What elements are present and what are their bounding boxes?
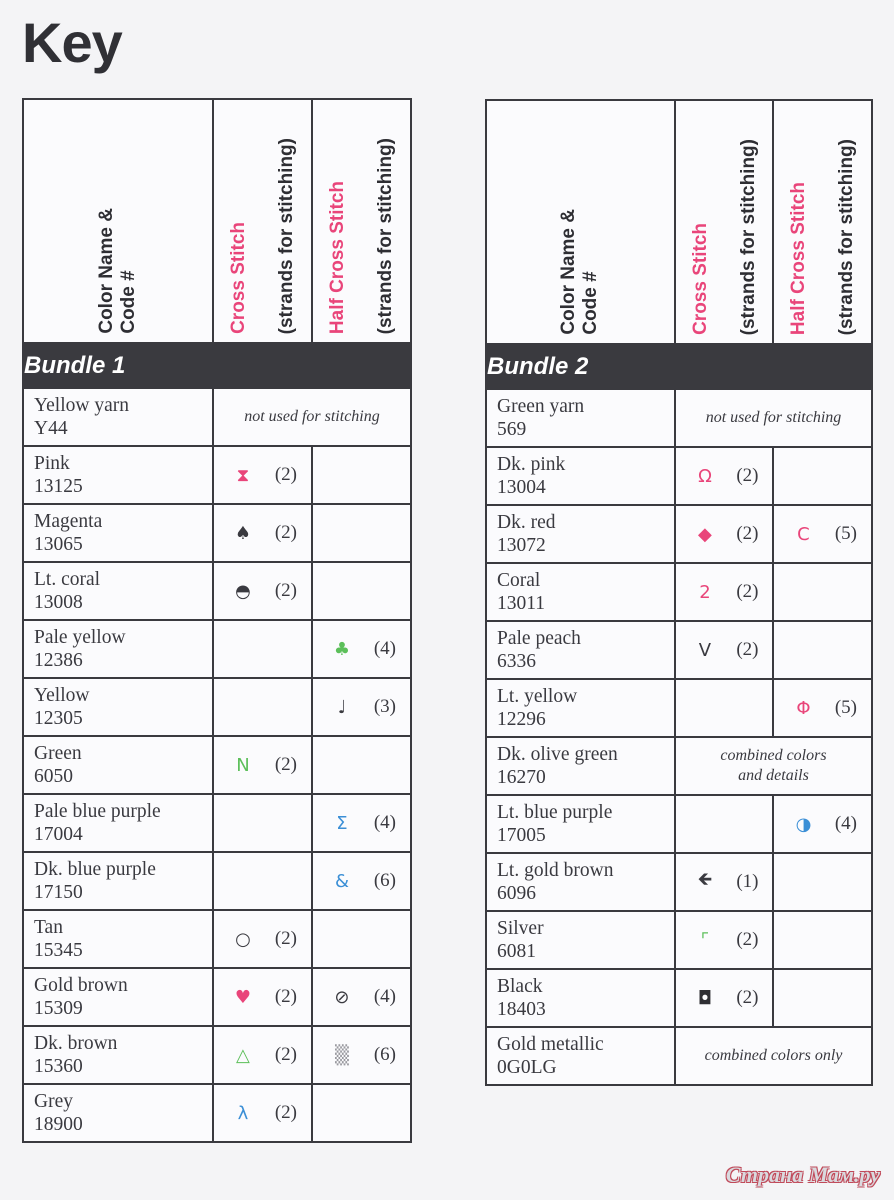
half-stitch-cell [312, 1084, 411, 1142]
color-name: Pale yellow [34, 627, 126, 648]
header-strands-cell [362, 99, 411, 343]
half-stitch-cell [773, 853, 872, 911]
color-name-cell [486, 795, 675, 853]
header-half-cross-stitch-cell [773, 100, 823, 344]
header-row [23, 99, 411, 343]
color-name-cell [23, 794, 213, 852]
stitch-note: combined colors only [675, 1027, 872, 1085]
color-name-cell [486, 853, 675, 911]
header-strands: (strands for stitching) [737, 138, 759, 335]
strand-count: (2) [274, 580, 297, 601]
header-half-cross-stitch: Half Cross Stitch [788, 181, 810, 335]
color-code: 15309 [34, 998, 83, 1019]
color-code: 12296 [497, 709, 546, 730]
color-code: 13004 [497, 477, 546, 498]
strand-count: (5) [834, 523, 857, 544]
heart-icon: ♥ [234, 986, 252, 1008]
color-code: 15360 [34, 1056, 83, 1077]
header-cross-stitch-cell [675, 100, 725, 344]
color-name: Pink [34, 453, 70, 474]
color-code: 18403 [497, 999, 546, 1020]
strand-count: (3) [373, 696, 396, 717]
letter-c-icon: C [797, 523, 810, 545]
header-strands: (strands for stitching) [836, 138, 858, 335]
half-stitch-cell [312, 678, 411, 736]
cross-stitch-cell [675, 563, 774, 621]
stitch-note: combined colors and details [675, 737, 872, 795]
header-half-cross-stitch: Half Cross Stitch [326, 180, 348, 334]
half-stitch-cell [773, 563, 872, 621]
half-stitch-cell [312, 504, 411, 562]
cross-stitch-cell [213, 968, 312, 1026]
color-name: Black [497, 976, 543, 997]
strand-count: (2) [274, 522, 297, 543]
color-name: Gold metallic [497, 1034, 604, 1055]
strand-count: (2) [736, 929, 759, 950]
strand-count: (6) [373, 1044, 396, 1065]
circle-icon: ○ [235, 928, 251, 950]
color-name: Lt. blue purple [497, 802, 613, 823]
color-code: 13008 [34, 592, 83, 613]
header-cross-stitch-cell [213, 99, 264, 343]
triangle-icon: △ [236, 1044, 250, 1066]
table-row [23, 678, 411, 736]
bundle-title: Bundle 1 [23, 343, 411, 388]
color-code: 16270 [497, 767, 546, 788]
table-row [23, 1084, 411, 1142]
cross-stitch-cell [213, 504, 312, 562]
cross-stitch-cell [213, 1084, 312, 1142]
half-stitch-cell [773, 911, 872, 969]
half-stitch-cell [773, 505, 872, 563]
color-code: 15345 [34, 940, 83, 961]
color-code: 17005 [497, 825, 546, 846]
cross-stitch-cell [213, 446, 312, 504]
color-name: Tan [34, 917, 63, 938]
strand-count: (2) [274, 1044, 297, 1065]
ampersand-icon: & [334, 870, 349, 892]
color-code: 17150 [34, 882, 83, 903]
color-name-cell [23, 504, 213, 562]
strand-count: (2) [274, 928, 297, 949]
strand-count: (2) [736, 465, 759, 486]
table-row [23, 736, 411, 794]
color-name: Dk. olive green [497, 744, 618, 765]
number-two-icon: 2 [699, 581, 711, 603]
page-title: Key [22, 11, 122, 74]
color-name-cell [23, 910, 213, 968]
color-code: 6050 [34, 766, 73, 787]
half-stitch-cell [312, 736, 411, 794]
watermark-logo: Страна Мам.ру [725, 1162, 880, 1187]
half-stitch-cell [312, 968, 411, 1026]
color-name: Green yarn [497, 396, 585, 417]
table-row [486, 447, 872, 505]
header-strands-cell [725, 100, 773, 344]
color-name: Yellow yarn [34, 395, 129, 416]
half-stitch-cell [312, 1026, 411, 1084]
table-row [23, 446, 411, 504]
bundle-title: Bundle 2 [486, 344, 872, 389]
table-row [486, 505, 872, 563]
strand-count: (1) [736, 871, 759, 892]
table-row [23, 562, 411, 620]
header-strands: (strands for stitching) [276, 137, 298, 334]
cross-stitch-cell [675, 679, 774, 737]
color-code: 12305 [34, 708, 83, 729]
cross-stitch-cell [213, 1026, 312, 1084]
quarter-note-icon: ♩ [337, 696, 347, 718]
color-code: Y44 [34, 418, 68, 439]
color-name-cell [486, 911, 675, 969]
color-name: Grey [34, 1091, 73, 1112]
strand-count: (6) [373, 870, 396, 891]
cross-stitch-cell [213, 794, 312, 852]
color-code: 13011 [497, 593, 546, 614]
color-name-cell [486, 447, 675, 505]
half-circle-icon: ◑ [795, 813, 812, 835]
table-row [486, 911, 872, 969]
color-name: Gold brown [34, 975, 128, 996]
half-stitch-cell [773, 679, 872, 737]
cross-stitch-cell [213, 678, 312, 736]
half-stitch-cell [773, 447, 872, 505]
color-name: Pale blue purple [34, 801, 161, 822]
table-row [23, 968, 411, 1026]
strand-count: (2) [736, 581, 759, 602]
header-half-cross-stitch-cell [312, 99, 363, 343]
color-name-cell [486, 563, 675, 621]
bundle-2-key-table [485, 99, 873, 1086]
half-stitch-cell [773, 795, 872, 853]
color-name: Green [34, 743, 82, 764]
strand-count: (2) [274, 464, 297, 485]
bundle-1-key-table [22, 98, 412, 1143]
color-name-cell [486, 679, 675, 737]
table-row [23, 504, 411, 562]
paperclip-icon: ⊘ [334, 986, 350, 1008]
color-name: Dk. red [497, 512, 556, 533]
color-name-cell [486, 389, 675, 447]
arrow-left-icon: 🡸 [697, 869, 713, 890]
header-strands-cell [824, 100, 872, 344]
cross-stitch-cell [213, 736, 312, 794]
header-color-name-cell [486, 100, 675, 344]
color-code: 13072 [497, 535, 546, 556]
half-stitch-cell [312, 446, 411, 504]
square-hole-icon: ◘ [697, 987, 713, 1009]
strand-count: (2) [274, 986, 297, 1007]
table-row [486, 969, 872, 1027]
cross-stitch-cell [675, 447, 774, 505]
color-name-cell [23, 852, 213, 910]
color-name: Dk. blue purple [34, 859, 156, 880]
table-row [486, 679, 872, 737]
header-cross-stitch: Cross Stitch [689, 223, 711, 335]
color-code: 13065 [34, 534, 83, 555]
cross-stitch-cell [675, 853, 774, 911]
strand-count: (2) [274, 754, 297, 775]
color-name-cell [486, 969, 675, 1027]
strand-count: (2) [736, 523, 759, 544]
strand-count: (4) [373, 986, 396, 1007]
strand-count: (2) [274, 1102, 297, 1123]
letter-n-icon: N [236, 754, 250, 776]
cross-stitch-cell [675, 505, 774, 563]
header-color-name: Color Name & Code # [95, 208, 139, 334]
header-row [486, 100, 872, 344]
omega-icon: Ω [698, 465, 712, 487]
diamond-icon: ◆ [698, 523, 712, 545]
color-name: Coral [497, 570, 541, 591]
color-code: 6096 [497, 883, 536, 904]
color-name-cell [23, 968, 213, 1026]
stitch-note: not used for stitching [213, 388, 411, 446]
color-code: 13125 [34, 476, 83, 497]
strand-count: (5) [834, 697, 857, 718]
color-code: 12386 [34, 650, 83, 671]
color-name: Yellow [34, 685, 90, 706]
club-icon: ♣ [333, 638, 351, 660]
stitch-note: not used for stitching [675, 389, 872, 447]
corner-dot-icon: ⌜ [700, 929, 710, 951]
strand-count: (4) [834, 813, 857, 834]
table-row [23, 910, 411, 968]
color-code: 569 [497, 419, 527, 440]
color-name: Lt. gold brown [497, 860, 614, 881]
cross-stitch-cell [213, 852, 312, 910]
color-code: 0G0LG [497, 1057, 557, 1078]
table-row [486, 1027, 872, 1085]
half-stitch-cell [312, 562, 411, 620]
color-name-cell [23, 562, 213, 620]
color-name-cell [23, 1084, 213, 1142]
half-stitch-cell [312, 910, 411, 968]
header-color-name-cell [23, 99, 213, 343]
cross-stitch-cell [675, 911, 774, 969]
half-stitch-cell [773, 621, 872, 679]
color-code: 6336 [497, 651, 536, 672]
color-name-cell [486, 737, 675, 795]
cross-stitch-cell [213, 620, 312, 678]
color-name-cell [23, 620, 213, 678]
color-name-cell [486, 505, 675, 563]
half-dome-icon: ◓ [235, 580, 251, 602]
color-code: 17004 [34, 824, 83, 845]
bundle-header-row [486, 344, 872, 389]
hourglass-square-icon: ⧗ [236, 464, 250, 486]
color-name: Dk. pink [497, 454, 566, 475]
table-row [23, 388, 411, 446]
phi-icon: Φ [796, 697, 811, 719]
color-name-cell [23, 1026, 213, 1084]
lambda-icon: λ [237, 1102, 249, 1124]
cross-stitch-cell [213, 910, 312, 968]
cross-stitch-cell [675, 795, 774, 853]
header-strands-cell [263, 99, 312, 343]
header-cross-stitch: Cross Stitch [227, 222, 249, 334]
sigma-icon: Σ [336, 812, 348, 834]
table-row [486, 795, 872, 853]
cross-stitch-cell [213, 562, 312, 620]
color-name-cell [486, 1027, 675, 1085]
dotted-square-icon: ▒ [335, 1044, 349, 1066]
half-stitch-cell [312, 852, 411, 910]
cross-stitch-cell [675, 969, 774, 1027]
table-row [486, 621, 872, 679]
table-row [23, 620, 411, 678]
color-name: Lt. coral [34, 569, 101, 590]
color-name-cell [23, 678, 213, 736]
color-name: Pale peach [497, 628, 581, 649]
table-row [486, 389, 872, 447]
color-name-cell [486, 621, 675, 679]
header-strands: (strands for stitching) [375, 137, 397, 334]
strand-count: (2) [736, 987, 759, 1008]
color-name-cell [23, 446, 213, 504]
spade-icon: ♠ [234, 522, 252, 544]
color-name: Magenta [34, 511, 103, 532]
table-row [23, 794, 411, 852]
half-stitch-cell [773, 969, 872, 1027]
color-name-cell [23, 736, 213, 794]
table-row [23, 852, 411, 910]
header-color-name: Color Name & Code # [558, 209, 602, 335]
table-row [486, 563, 872, 621]
color-name: Silver [497, 918, 544, 939]
color-name: Lt. yellow [497, 686, 578, 707]
strand-count: (2) [736, 639, 759, 660]
color-name-cell [23, 388, 213, 446]
color-code: 6081 [497, 941, 536, 962]
strand-count: (4) [373, 638, 396, 659]
color-code: 18900 [34, 1114, 83, 1135]
cross-stitch-cell [675, 621, 774, 679]
half-stitch-cell [312, 620, 411, 678]
color-name: Dk. brown [34, 1033, 118, 1054]
letter-v-icon: V [698, 639, 712, 661]
table-row [486, 853, 872, 911]
strand-count: (4) [373, 812, 396, 833]
table-row [486, 737, 872, 795]
table-row [23, 1026, 411, 1084]
bundle-header-row [23, 343, 411, 388]
half-stitch-cell [312, 794, 411, 852]
